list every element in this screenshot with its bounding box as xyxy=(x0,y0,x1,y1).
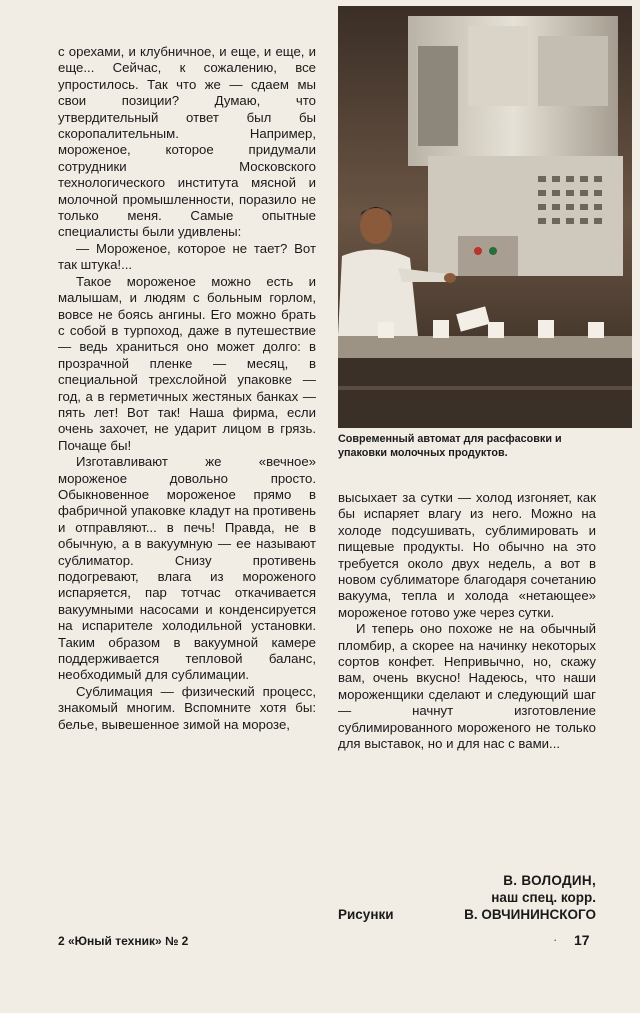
paragraph: Сублимация — физический процесс, знакомый многим. Вспомните хотя бы: белье, вывешенное зимой на морозе, xyxy=(58,683,316,732)
left-column xyxy=(58,44,316,733)
photo-illustration xyxy=(338,6,632,428)
footer-issue: 2 «Юный техник» № 2 xyxy=(58,934,189,948)
paragraph: — Мороженое, которое не тает? Вот так штука!... xyxy=(58,240,316,273)
author-role: наш спец. корр. xyxy=(491,890,596,905)
right-column xyxy=(338,490,596,753)
credit-label: Рисунки xyxy=(338,907,394,922)
paragraph: И теперь оно похоже не на обычный пломбир, а скорее на начинку некоторых сортов конфет. Непривычно, но, скажу вам, очень вкусно! Надеюсь, что наши мороженщики сделают и следующий шаг — начнут изготовление сублимированного мороженого не только для выставок, но и для нас с вами... xyxy=(338,621,596,752)
factory-photo xyxy=(338,6,632,428)
illustration-credit xyxy=(338,906,596,923)
paragraph: Изготавливают же «вечное» мороженое довольно просто. Обыкновенное мороженое прямо в фабричной упаковке кладут на противень и отправляют... в печь! Правда, не в обычную, а в вакуумную — ее называют сублиматор. Снизу противень подогревают, влага из мороженого испаряется, пар тотчас откачивается вакуумными насосами и конденсируется на испарителе холодильной установки. Таким образом в вакуумной камере поддерживается тепловой баланс, необходимый для сублимации. xyxy=(58,454,316,683)
footer-dot: · xyxy=(553,932,558,947)
article-signature xyxy=(338,872,596,923)
author-name: В. ВОЛОДИН, xyxy=(503,873,596,888)
paragraph: высыхает за сутки — холод изгоняет, как бы испаряет влагу из него. Можно на холоде подсушивать, сублимировать и пищевые продукты. Но обычно на это требуется около двух недель, а вот в новом сублиматоре благодаря сочетанию вакуума, тепла и холода «нетающее» мороженое готово уже через сутки. xyxy=(338,490,596,620)
credit-name: В. ОВЧИНИНСКОГО xyxy=(464,907,596,922)
photo-caption: Современный автомат для расфасовки и упаковки молочных продуктов. xyxy=(338,433,562,459)
paragraph: с орехами, и клубничное, и еще, и еще, и еще... Сейчас, к сожалению, все упростилось. Так что же — сдаем мы свои позиции? Думаю, что утвердительный ответ был бы скоропалительным. Например, мороженое, которое придумали сотрудники Московского технологического института мясной и молочной промышленности, поразило не только меня. Самые опытные специалисты были удивлены: xyxy=(58,44,316,240)
paragraph: Такое мороженое можно есть и малышам, и людям с больным горлом, вовсе не боясь ангины. Его можно брать с собой в турпоход, даже в путешествие — ведь храниться оно может долго: в прозрачной пленке — месяц, в специальной трехслойной упаковке — год, а в герметичных жестяных банках — пять лет! Вот так! Наша фирма, если очень захочет, не ударит лицом в грязь. Почаще бы! xyxy=(58,273,316,453)
page-number: 17 xyxy=(574,932,590,948)
